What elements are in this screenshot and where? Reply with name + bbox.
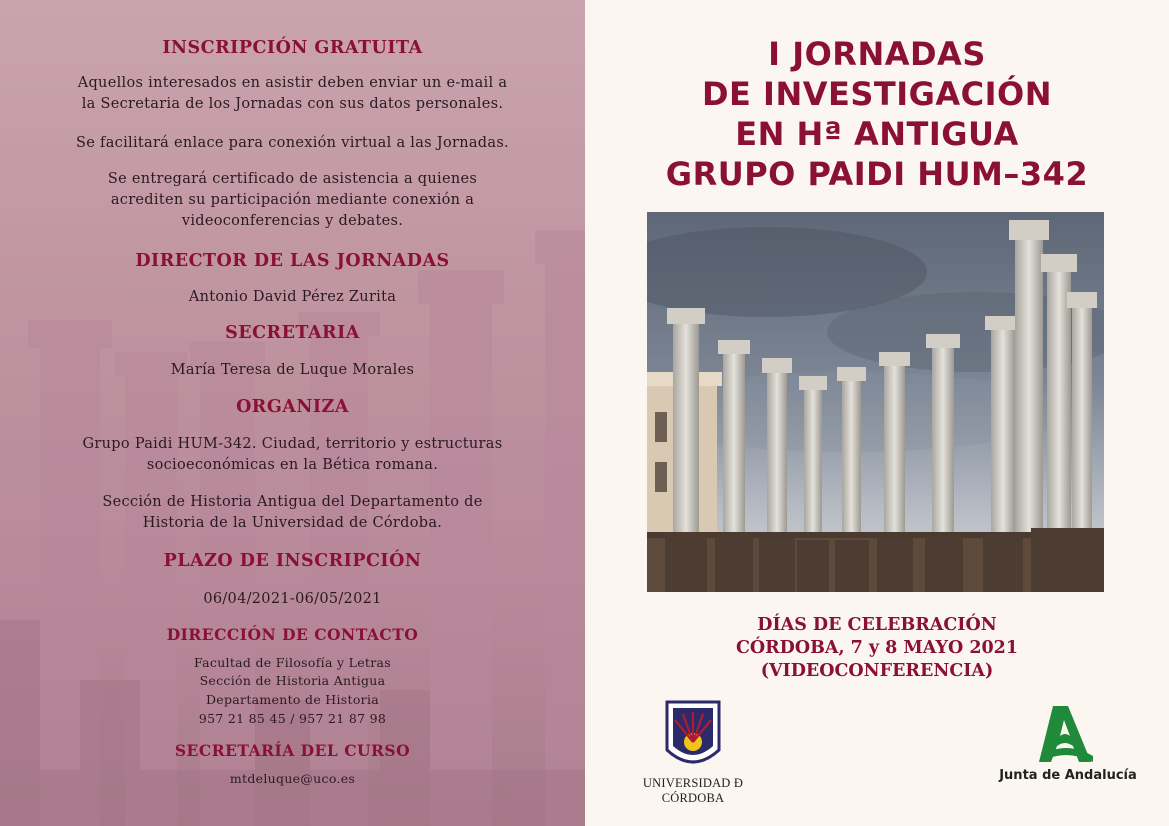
plazo-heading: PLAZO DE INSCRIPCIÓN: [163, 551, 422, 571]
organiza-text-1b: socioeconómicas en la Bética romana.: [146, 457, 439, 473]
event-title: [585, 34, 1169, 194]
inscription-text-1a: Aquellos interesados en asistir deben enviar un e-mail a: [77, 75, 508, 91]
organiza-text-2b: Historia de la Universidad de Córdoba.: [142, 515, 443, 531]
contacto-phones: 957 21 85 45 / 957 21 87 98: [198, 711, 387, 726]
curso-heading: SECRETARÍA DEL CURSO: [174, 741, 411, 760]
inscription-text-2: Se facilitará enlace para conexión virtual a las Jornadas.: [76, 135, 509, 151]
junta-label: Junta de Andalucía: [999, 768, 1137, 783]
organiza-text-1a: Grupo Paidi HUM-342. Ciudad, territorio y estructuras: [82, 436, 503, 452]
organiza-text-2a: Sección de Historia Antigua del Departamento de: [102, 494, 483, 510]
title-line-3: EN Hª ANTIGUA: [735, 115, 1019, 153]
contacto-line-3: Departamento de Historia: [205, 692, 379, 707]
title-panel: [585, 0, 1169, 826]
inscription-heading: INSCRIPCIÓN GRATUITA: [162, 38, 423, 58]
director-name: Antonio David Pérez Zurita: [188, 289, 397, 305]
organiza-heading: ORGANIZA: [236, 397, 349, 417]
contacto-line-2: Sección de Historia Antigua: [199, 673, 386, 688]
dates-line-1: DÍAS DE CELEBRACIÓN: [757, 615, 997, 635]
title-line-2: DE INVESTIGACIÓN: [701, 75, 1053, 113]
inscription-text-1b: la Secretaria de los Jornadas con sus datos personales.: [81, 96, 504, 112]
plazo-dates: 06/04/2021-06/05/2021: [203, 591, 382, 607]
inscription-text-3b: acrediten su participación mediante conexión a: [110, 192, 475, 208]
contacto-heading: DIRECCIÓN DE CONTACTO: [166, 625, 419, 644]
contacto-line-1: Facultad de Filosofía y Letras: [194, 655, 391, 670]
dates-line-2: CÓRDOBA, 7 y 8 MAYO 2021: [735, 638, 1019, 658]
junta-andalucia-logo: [993, 700, 1143, 800]
curso-email[interactable]: mtdeluque@uco.es: [229, 771, 356, 786]
uco-shield-icon: [613, 700, 773, 776]
secretaria-name: María Teresa de Luque Morales: [170, 362, 415, 378]
celebration-dates: [585, 614, 1169, 683]
roman-temple-photo: [647, 212, 1104, 592]
universidad-cordoba-logo: [613, 700, 773, 805]
junta-a-icon: [993, 700, 1143, 766]
secretaria-heading: SECRETARIA: [225, 323, 360, 343]
title-line-1: I JORNADAS: [768, 35, 986, 73]
inscription-text-3a: Se entregará certificado de asistencia a quienes: [107, 171, 478, 187]
inscription-text-3c: videoconferencias y debates.: [181, 213, 404, 229]
uco-label: UNIVERSIDAD Ð CÓRDOBA: [642, 776, 744, 805]
dates-line-3: (VIDEOCONFERENCIA): [760, 661, 994, 681]
title-line-4: GRUPO PAIDI HUM–342: [665, 155, 1089, 193]
director-heading: DIRECTOR DE LAS JORNADAS: [135, 251, 450, 271]
